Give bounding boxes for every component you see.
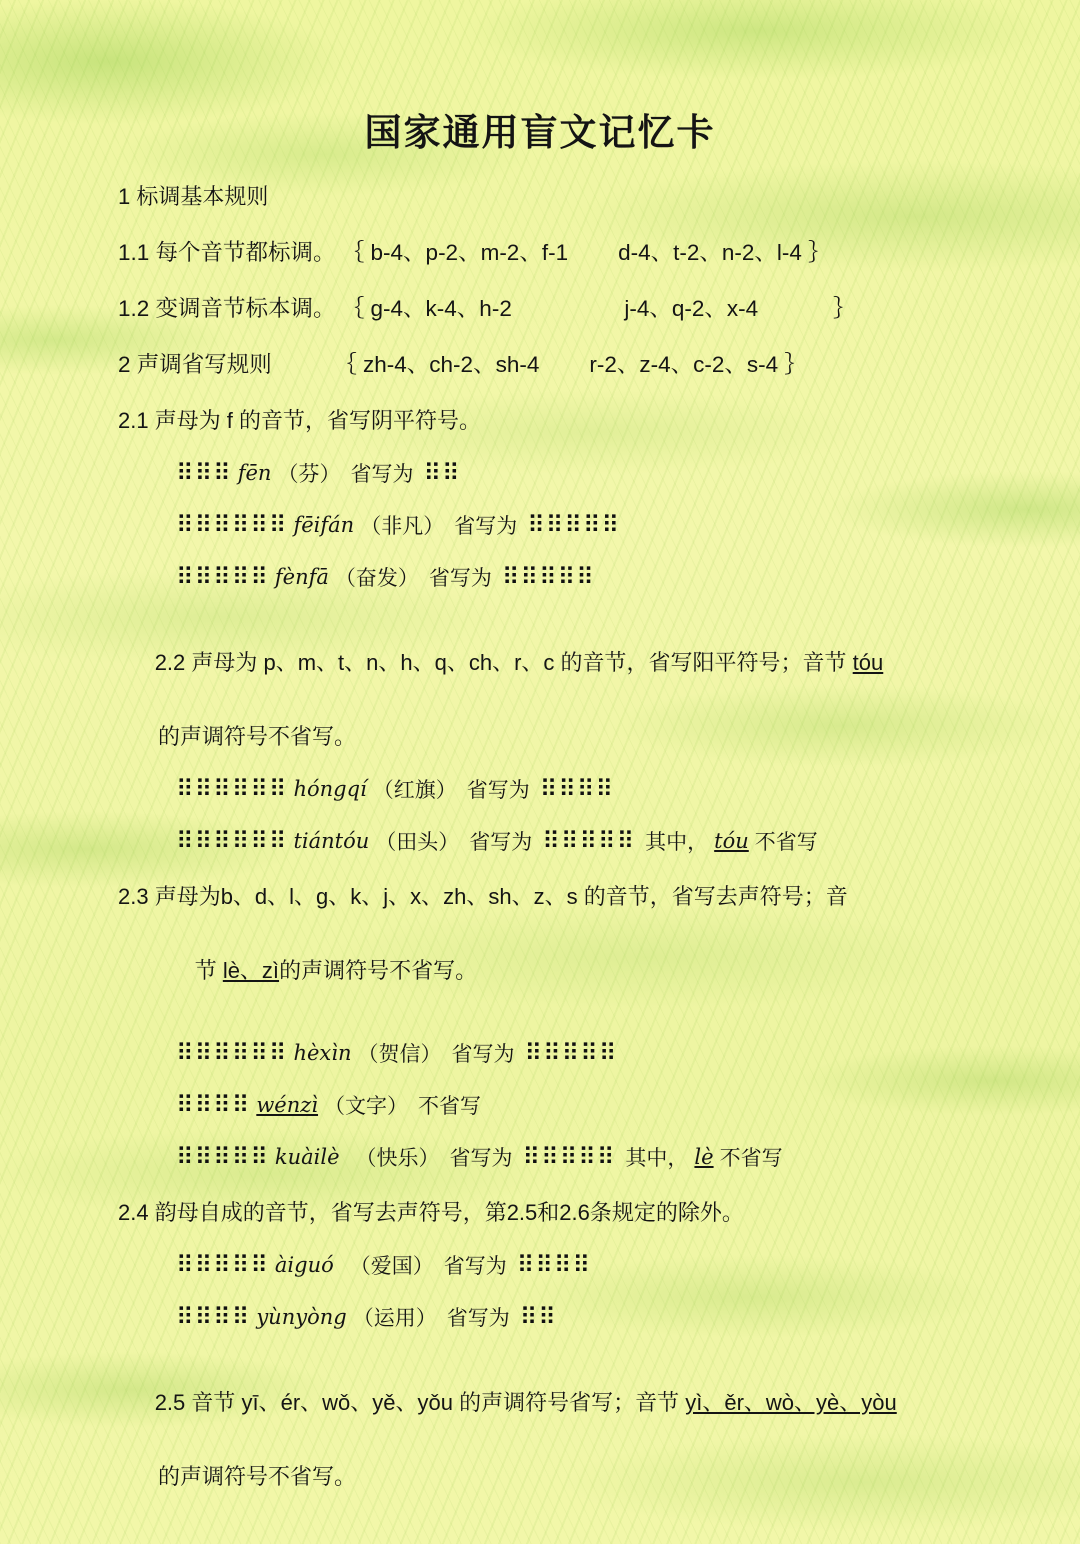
chinese-word: （文字） bbox=[324, 1095, 409, 1118]
example-hongqi bbox=[118, 774, 1020, 804]
braille-cells-before: ⠿⠿⠿⠿ bbox=[176, 1091, 251, 1119]
pinyin-text: wénzì bbox=[256, 1093, 319, 1117]
chinese-word: （奋发） bbox=[334, 567, 419, 590]
pinyin-text: àiguó bbox=[274, 1253, 334, 1277]
example-fenfa bbox=[118, 562, 1020, 592]
braille-cells-before: ⠿⠿⠿⠿⠿⠿ bbox=[176, 827, 288, 855]
braille-cells-before: ⠿⠿⠿⠿⠿⠿ bbox=[176, 1039, 288, 1067]
braille-cells-after: ⠿⠿⠿⠿ bbox=[539, 775, 615, 803]
pinyin-text: hèxìn bbox=[293, 1041, 352, 1065]
section-2-heading: 2 声调省写规则 ｛ zh-4、ch-2、sh-4 r-2、z-4、c-2、s-4 ｝ bbox=[118, 352, 807, 377]
rule-2-3: 2.3 声母为b、d、l、g、k、j、x、zh、sh、z、s 的音节，省写去声符号；音 bbox=[118, 884, 848, 909]
braille-cells-before: ⠿⠿⠿⠿⠿⠿ bbox=[176, 511, 288, 539]
rule-2-1: 2.1 声母为 f 的音节，省写阴平符号。 bbox=[118, 408, 482, 433]
braille-cells-after: ⠿⠿⠿⠿ bbox=[516, 1251, 592, 1279]
braille-cells-after: ⠿⠿ bbox=[519, 1303, 557, 1331]
pinyin-text: hóngqí bbox=[293, 777, 367, 801]
note-underlined: lè bbox=[694, 1145, 714, 1169]
example-yunyong bbox=[118, 1302, 1020, 1332]
action-label: 省写为 bbox=[469, 831, 533, 854]
rule-2-3-suffix: 的声调符号不省写。 bbox=[279, 958, 478, 983]
braille-cells-before: ⠿⠿⠿⠿⠿ bbox=[176, 563, 269, 591]
example-wenzi bbox=[118, 1090, 1020, 1120]
pinyin-text: fēifán bbox=[293, 513, 355, 537]
chinese-word: （运用） bbox=[352, 1307, 437, 1330]
pinyin-text: fènfā bbox=[274, 565, 329, 589]
note-prefix: 其中， bbox=[625, 1147, 689, 1170]
braille-cells-after: ⠿⠿⠿⠿⠿ bbox=[527, 511, 621, 539]
example-tiantou bbox=[118, 826, 1020, 856]
braille-cells-before: ⠿⠿⠿ bbox=[176, 459, 232, 487]
braille-cells-after: ⠿⠿⠿⠿⠿ bbox=[542, 827, 636, 855]
pinyin-text: fēn bbox=[237, 461, 272, 485]
pinyin-text: yùnyòng bbox=[256, 1305, 347, 1329]
rule-2-3-continued bbox=[118, 926, 1020, 1016]
action-label: 省写为 bbox=[454, 515, 518, 538]
rule-2-2 bbox=[118, 618, 1020, 708]
braille-cells-after: ⠿⠿⠿⠿⠿ bbox=[522, 1143, 616, 1171]
example-kuaile bbox=[118, 1142, 1020, 1172]
rule-1-2: 1.2 变调音节标本调。 ｛ g-4、k-4、h-2 j-4、q-2、x-4 ｝ bbox=[118, 296, 856, 321]
chinese-word: （红旗） bbox=[372, 779, 457, 802]
braille-cells-before: ⠿⠿⠿⠿⠿ bbox=[176, 1143, 269, 1171]
note-suffix: 不省写 bbox=[754, 831, 818, 854]
braille-cells-before: ⠿⠿⠿⠿⠿ bbox=[176, 1251, 269, 1279]
rule-2-5-text: 2.5 音节 yī、ér、wǒ、yě、yǒu 的声调符号省写；音节 bbox=[154, 1390, 686, 1415]
chinese-word: （非凡） bbox=[360, 515, 445, 538]
note-suffix: 不省写 bbox=[719, 1147, 783, 1170]
action-label: 省写为 bbox=[466, 779, 530, 802]
braille-cells-after: ⠿⠿⠿⠿⠿ bbox=[501, 563, 595, 591]
rule-2-4: 2.4 韵母自成的音节，省写去声符号，第2.5和2.6条规定的除外。 bbox=[118, 1200, 744, 1225]
rule-2-3-prefix: 节 bbox=[194, 958, 223, 983]
document-body bbox=[0, 182, 1080, 1492]
rule-2-3-underlined: lè、zì bbox=[222, 958, 280, 983]
braille-cells-after: ⠿⠿ bbox=[423, 459, 461, 487]
chinese-word: （快乐） bbox=[355, 1147, 440, 1170]
example-hexin bbox=[118, 1038, 1020, 1068]
chinese-word: （爱国） bbox=[349, 1255, 434, 1278]
example-fen bbox=[118, 458, 1020, 488]
action-label: 省写为 bbox=[428, 567, 492, 590]
braille-cells-before: ⠿⠿⠿⠿ bbox=[176, 1303, 251, 1331]
action-label: 不省写 bbox=[418, 1095, 482, 1118]
page-title: 国家通用盲文记忆卡 bbox=[364, 110, 716, 154]
chinese-word: （田头） bbox=[375, 831, 460, 854]
rule-2-5-underlined: yì、ěr、wò、yè、yòu bbox=[685, 1390, 897, 1415]
action-label: 省写为 bbox=[451, 1043, 515, 1066]
action-label: 省写为 bbox=[443, 1255, 507, 1278]
example-aiguo bbox=[118, 1250, 1020, 1280]
rule-2-2-continued: 的声调符号不省写。 bbox=[158, 724, 357, 749]
rule-2-5-continued: 的声调符号不省写。 bbox=[158, 1464, 357, 1489]
note-underlined: tóu bbox=[714, 829, 749, 853]
action-label: 省写为 bbox=[350, 463, 414, 486]
rule-2-5 bbox=[118, 1358, 1020, 1448]
chinese-word: （芬） bbox=[277, 463, 341, 486]
rule-2-2-underlined: tóu bbox=[852, 650, 884, 675]
pinyin-text: kuàilè bbox=[274, 1145, 340, 1169]
chinese-word: （贺信） bbox=[357, 1043, 442, 1066]
example-feifan bbox=[118, 510, 1020, 540]
pinyin-text: tiántóu bbox=[293, 829, 370, 853]
braille-cells-after: ⠿⠿⠿⠿⠿ bbox=[524, 1039, 618, 1067]
note-prefix: 其中， bbox=[645, 831, 709, 854]
action-label: 省写为 bbox=[446, 1307, 510, 1330]
section-1-heading: 1 标调基本规则 bbox=[118, 184, 269, 209]
rule-1-1: 1.1 每个音节都标调。 ｛ b-4、p-2、m-2、f-1 d-4、t-2、n-2、l-4 ｝ bbox=[118, 240, 831, 265]
action-label: 省写为 bbox=[449, 1147, 513, 1170]
braille-cells-before: ⠿⠿⠿⠿⠿⠿ bbox=[176, 775, 288, 803]
rule-2-2-text: 2.2 声母为 p、m、t、n、h、q、ch、r、c 的音节，省写阳平符号；音节 bbox=[154, 650, 853, 675]
